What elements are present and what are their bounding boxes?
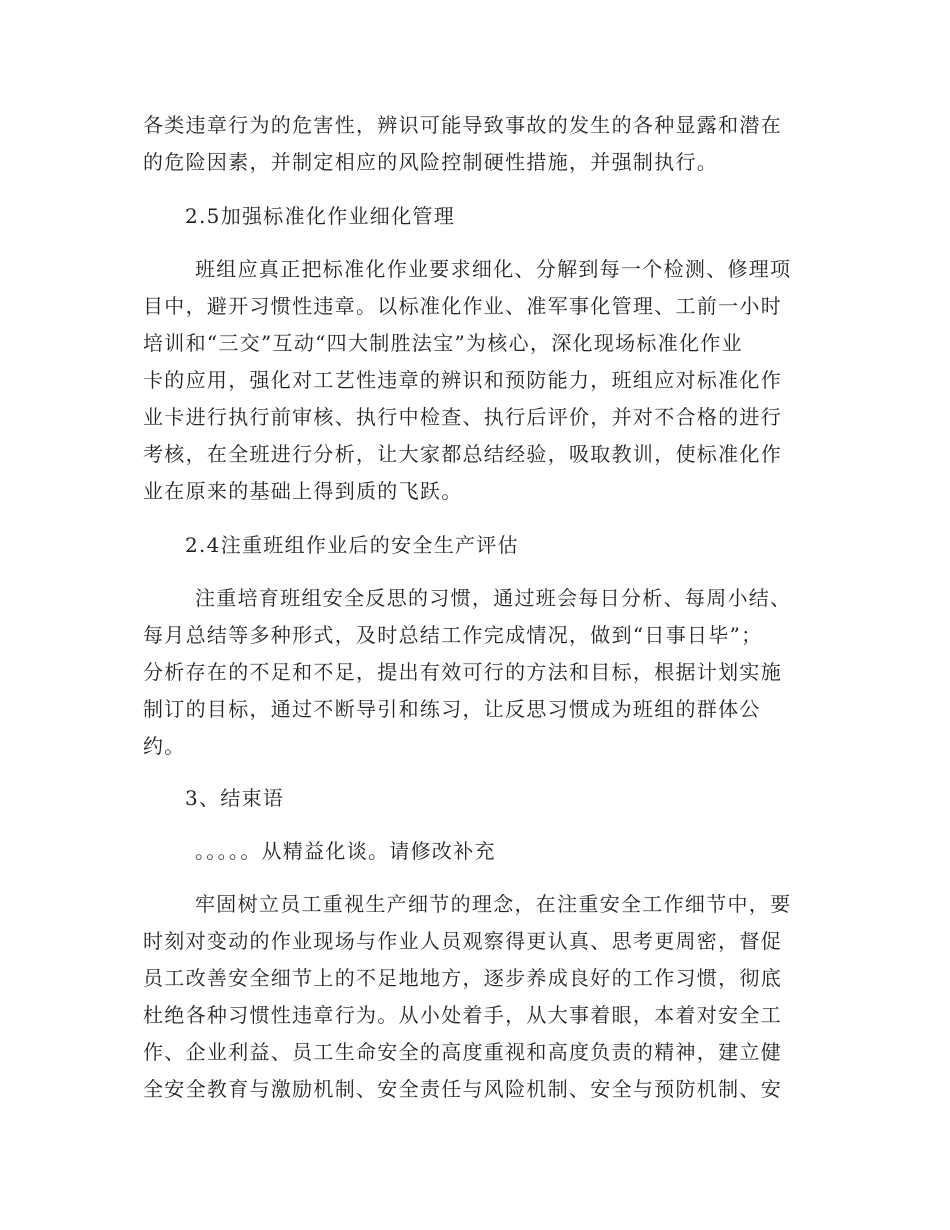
text-line: 业在原来的基础上得到质的飞跃。 [143, 479, 463, 503]
text-line: 作、企业利益、员工生命安全的高度重视和高度负责的精神，建立健 [143, 1040, 782, 1064]
editor-note: 。。。。。从精益化谈。请修改补充 [195, 839, 496, 863]
text-line: 牢固树立员工重视生产细节的理念，在注重安全工作细节中，要 [195, 892, 792, 916]
text-line: 班组应真正把标准化作业要求细化、分解到每一个检测、修理项 [195, 257, 792, 281]
text-line: 业卡进行执行前审核、执行中检查、执行后评价，并对不合格的进行 [143, 405, 782, 429]
text-line: 培训和“三交”互动“四大制胜法宝”为核心，深化现场标准化作业 [143, 331, 743, 355]
text-line: 各类违章行为的危害性，辨识可能导致事故的发生的各种显露和潜在 [143, 113, 782, 137]
text-line: 制订的目标，通过不断导引和练习，让反思习惯成为班组的群体公 [143, 697, 761, 721]
text-line: 目中，避开习惯性违章。以标准化作业、准军事化管理、工前一小时 [143, 294, 782, 318]
text-line: 注重培育班组安全反思的习惯，通过班会每日分析、每周小结、 [195, 586, 792, 610]
text-line: 约。 [143, 734, 186, 758]
text-line: 每月总结等多种形式，及时总结工作完成情况，做到“日事日毕”； [143, 623, 763, 647]
text-line: 卡的应用，强化对工艺性违章的辨识和预防能力，班组应对标准化作 [143, 368, 782, 392]
section-heading-2-4: 2.4注重班组作业后的安全生产评估 [185, 533, 519, 557]
text-line: 分析存在的不足和不足，提出有效可行的方法和目标，根据计划实施 [143, 660, 782, 684]
text-line: 的危险因素，并制定相应的风险控制硬性措施，并强制执行。 [143, 150, 719, 174]
text-line: 员工改善安全细节上的不足地地方，逐步养成良好的工作习惯，彻底 [143, 966, 782, 990]
text-line: 考核，在全班进行分析，让大家都总结经验，吸取教训，使标准化作 [143, 442, 782, 466]
section-heading-3: 3、结束语 [185, 786, 285, 810]
section-heading-2-5: 2.5加强标准化作业细化管理 [185, 204, 456, 228]
text-line: 杜绝各种习惯性违章行为。从小处着手，从大事着眼，本着对安全工 [143, 1003, 782, 1027]
text-line: 时刻对变动的作业现场与作业人员观察得更认真、思考更周密，督促 [143, 929, 782, 953]
text-line: 全安全教育与激励机制、安全责任与风险机制、安全与预防机制、安 [143, 1077, 782, 1101]
